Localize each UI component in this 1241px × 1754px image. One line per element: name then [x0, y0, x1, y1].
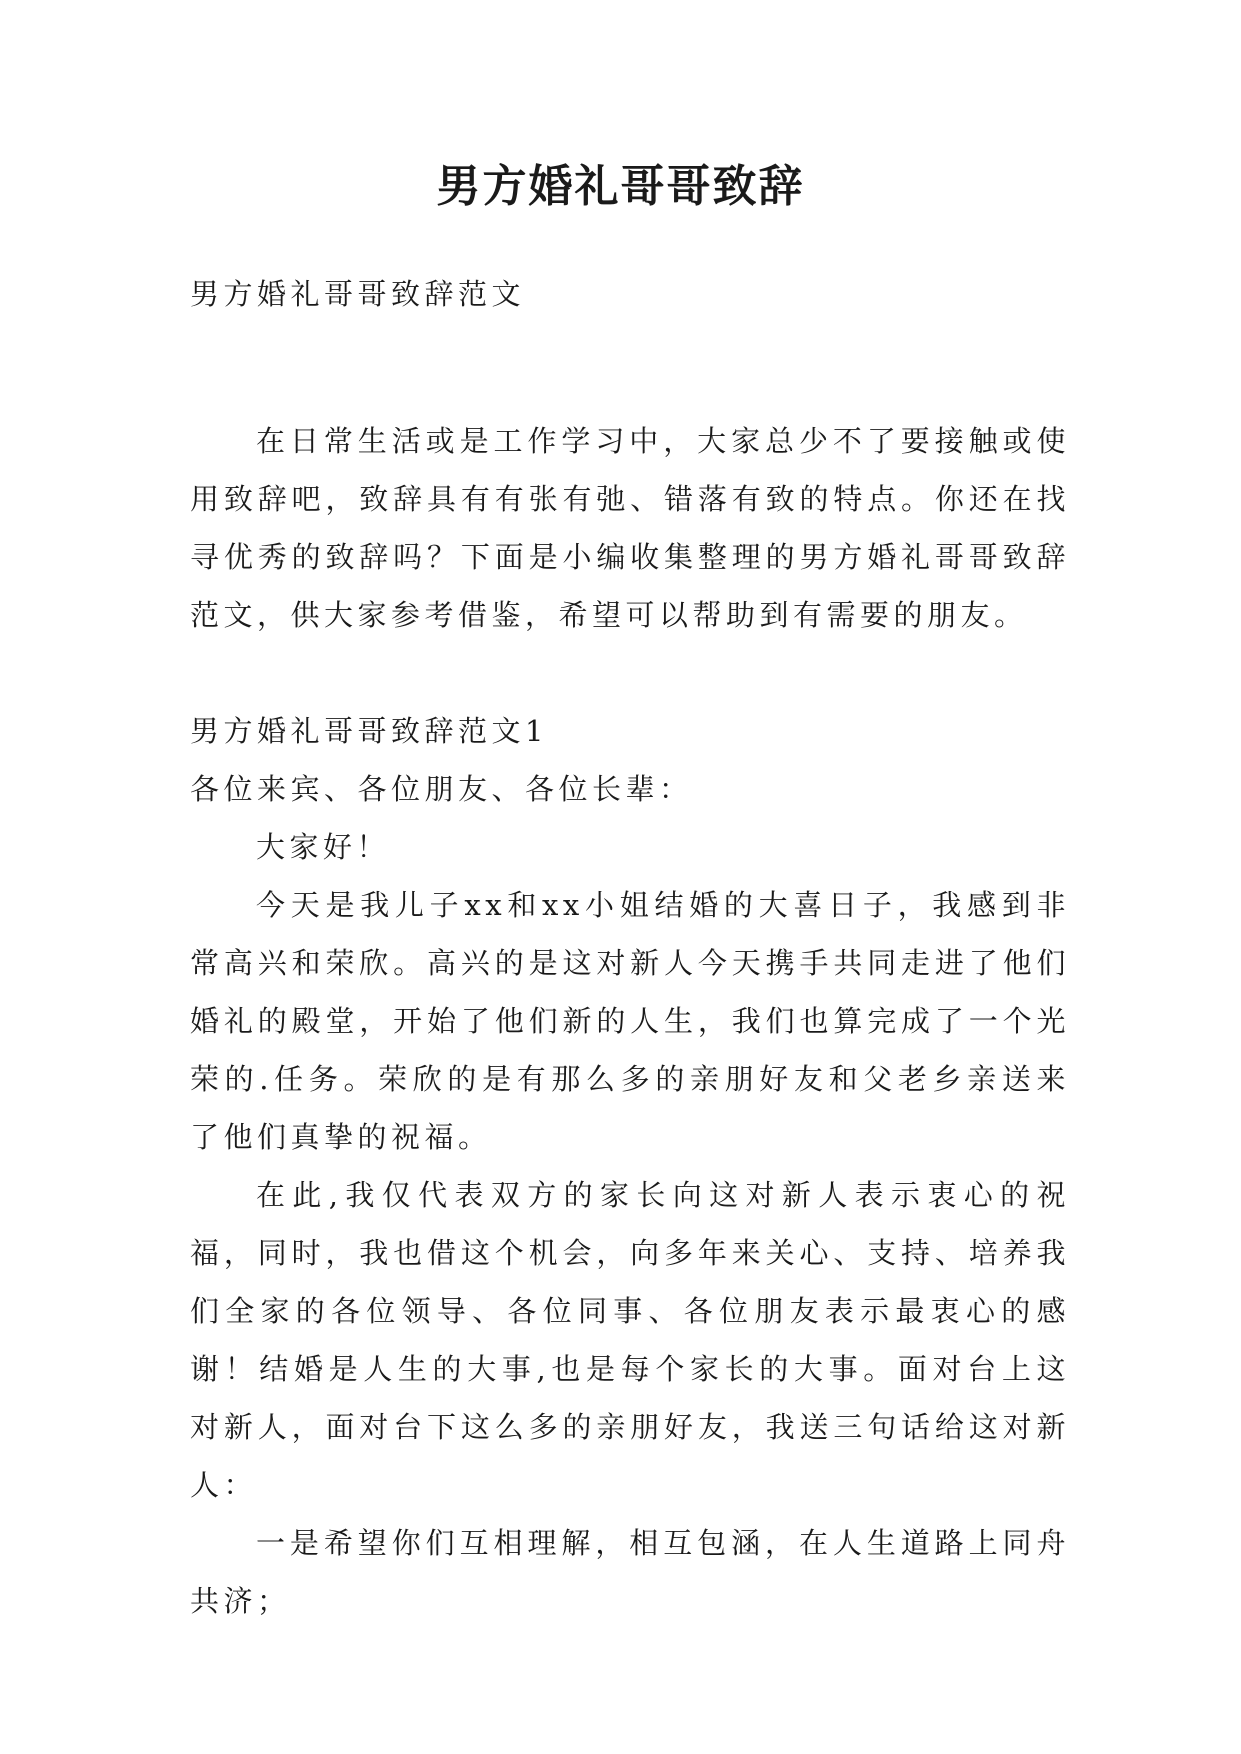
- speech-paragraph: 在此,我仅代表双方的家长向这对新人表示衷心的祝福，同时，我也借这个机会，向多年来关心、支持、培养我们全家的各位领导、各位同事、各位朋友表示最衷心的感谢！结婚是人生的大事,也是每个家长的大事。面对台上这对新人，面对台下这么多的亲朋好友，我送三句话给这对新人：: [190, 1178, 1070, 1502]
- speech-section: [190, 702, 1070, 1630]
- document-title: 男方婚礼哥哥致辞: [436, 161, 805, 212]
- document-subtitle: 男方婚礼哥哥致辞范文: [190, 277, 526, 311]
- salutation: 各位来宾、各位朋友、各位长辈：: [190, 772, 693, 806]
- speech-paragraph: 一是希望你们互相理解，相互包涵，在人生道路上同舟共济；: [190, 1526, 1070, 1618]
- speech-paragraph: 今天是我儿子xx和xx小姐结婚的大喜日子，我感到非常高兴和荣欣。高兴的是这对新人今天携手共同走进了他们婚礼的殿堂，开始了他们新的人生，我们也算完成了一个光荣的.任务。荣欣的是有那么多的亲朋好友和父老乡亲送来了他们真挚的祝福。: [190, 888, 1070, 1154]
- intro-paragraph: 在日常生活或是工作学习中，大家总少不了要接触或使用致辞吧，致辞具有有张有弛、错落有致的特点。你还在找寻优秀的致辞吗？下面是小编收集整理的男方婚礼哥哥致辞范文，供大家参考借鉴，希望可以帮助到有需要的朋友。: [190, 424, 1070, 632]
- speech-paragraph-greeting: 大家好！: [256, 830, 391, 864]
- document-subtitle-block: [190, 265, 1070, 323]
- section-heading: 男方婚礼哥哥致辞范文1: [190, 714, 548, 748]
- intro-block: [190, 412, 1070, 644]
